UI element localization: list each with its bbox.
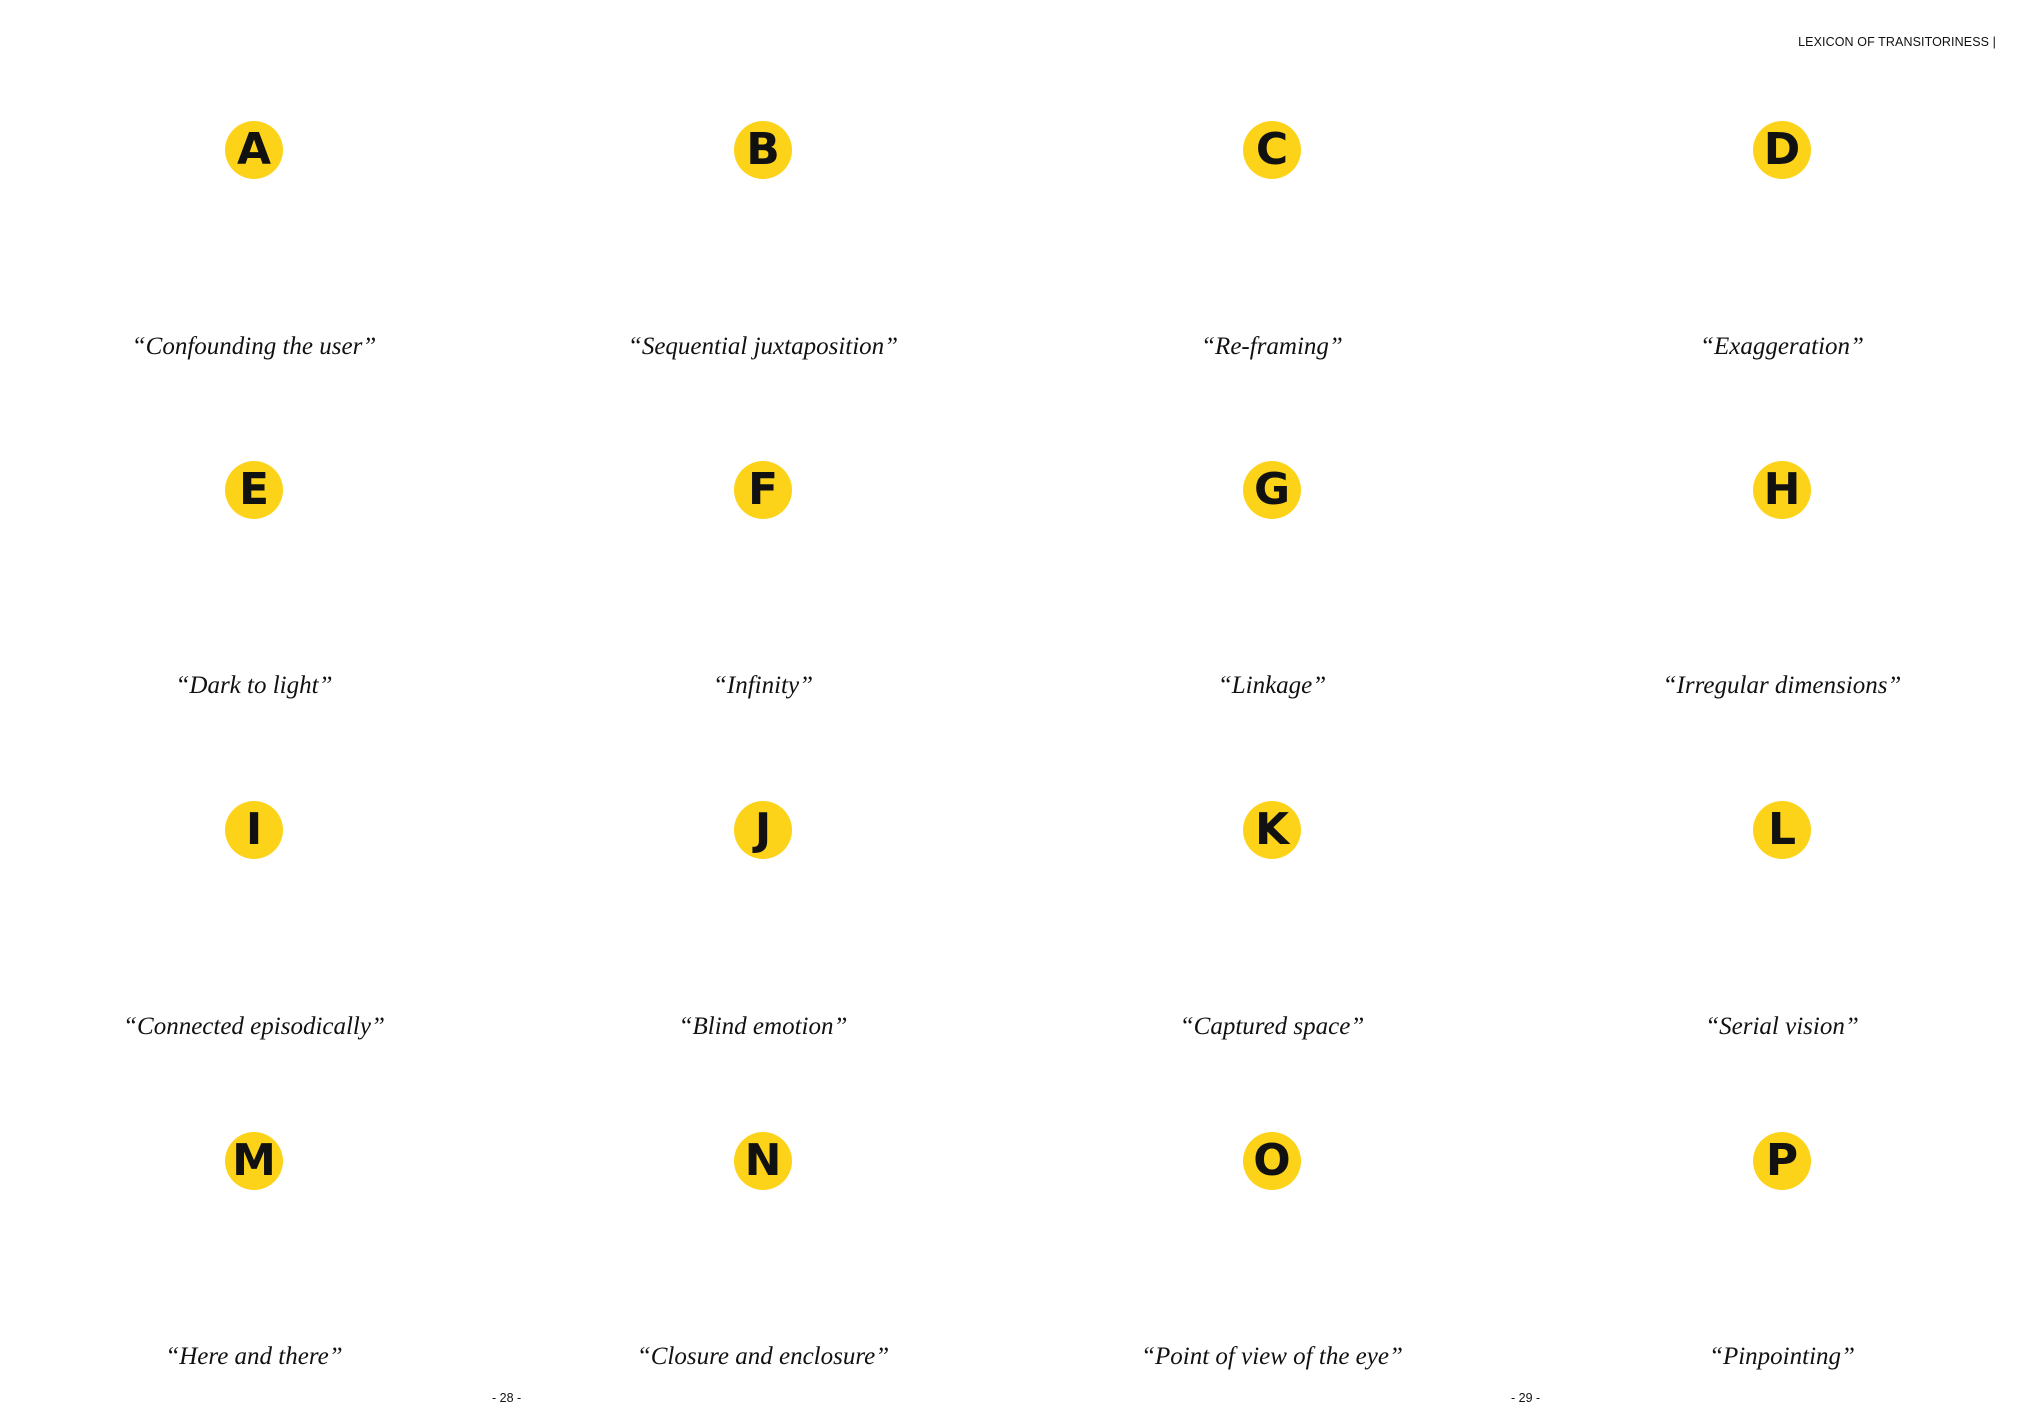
entry-quote: “Irregular dimensions” (1662, 672, 1902, 699)
entry-quote: “Connected episodically” (123, 1013, 385, 1040)
page-number-left: - 28 - (492, 1391, 522, 1405)
letter-badge: G (1243, 461, 1301, 519)
letter-badge: H (1753, 461, 1811, 519)
letter-badge: M (225, 1132, 283, 1190)
entry-quote: “Dark to light” (175, 672, 333, 699)
entry-quote: “Captured space” (1179, 1013, 1365, 1040)
letter-badge: L (1753, 801, 1811, 859)
letter-badge: A (225, 121, 283, 179)
page-number-right: - 29 - (1511, 1391, 1541, 1405)
entry-quote: “Pinpointing” (1709, 1343, 1855, 1370)
letter-badge: D (1753, 121, 1811, 179)
letter-badge: P (1753, 1132, 1811, 1190)
letter-badge: O (1243, 1132, 1301, 1190)
running-header: LEXICON OF TRANSITORINESS | (1798, 35, 1996, 49)
entry-quote: “Exaggeration” (1700, 333, 1864, 360)
letter-badge: E (225, 461, 283, 519)
letter-badge: I (225, 801, 283, 859)
entry-quote: “Re-framing” (1201, 333, 1343, 360)
letter-badge: B (734, 121, 792, 179)
letter-badge: F (734, 461, 792, 519)
entry-quote: “Serial vision” (1705, 1013, 1859, 1040)
letter-badge: C (1243, 121, 1301, 179)
entry-quote: “Here and there” (165, 1343, 343, 1370)
entry-quote: “Blind emotion” (678, 1013, 848, 1040)
letter-badge: N (734, 1132, 792, 1190)
entry-quote: “Closure and enclosure” (636, 1343, 890, 1370)
entry-quote: “Sequential juxtaposition” (627, 333, 899, 360)
entry-quote: “Confounding the user” (131, 333, 377, 360)
entry-quote: “Point of view of the eye” (1141, 1343, 1403, 1370)
entry-quote: “Linkage” (1217, 672, 1327, 699)
letter-badge: J (734, 801, 792, 859)
letter-badge: K (1243, 801, 1301, 859)
entry-quote: “Infinity” (712, 672, 813, 699)
